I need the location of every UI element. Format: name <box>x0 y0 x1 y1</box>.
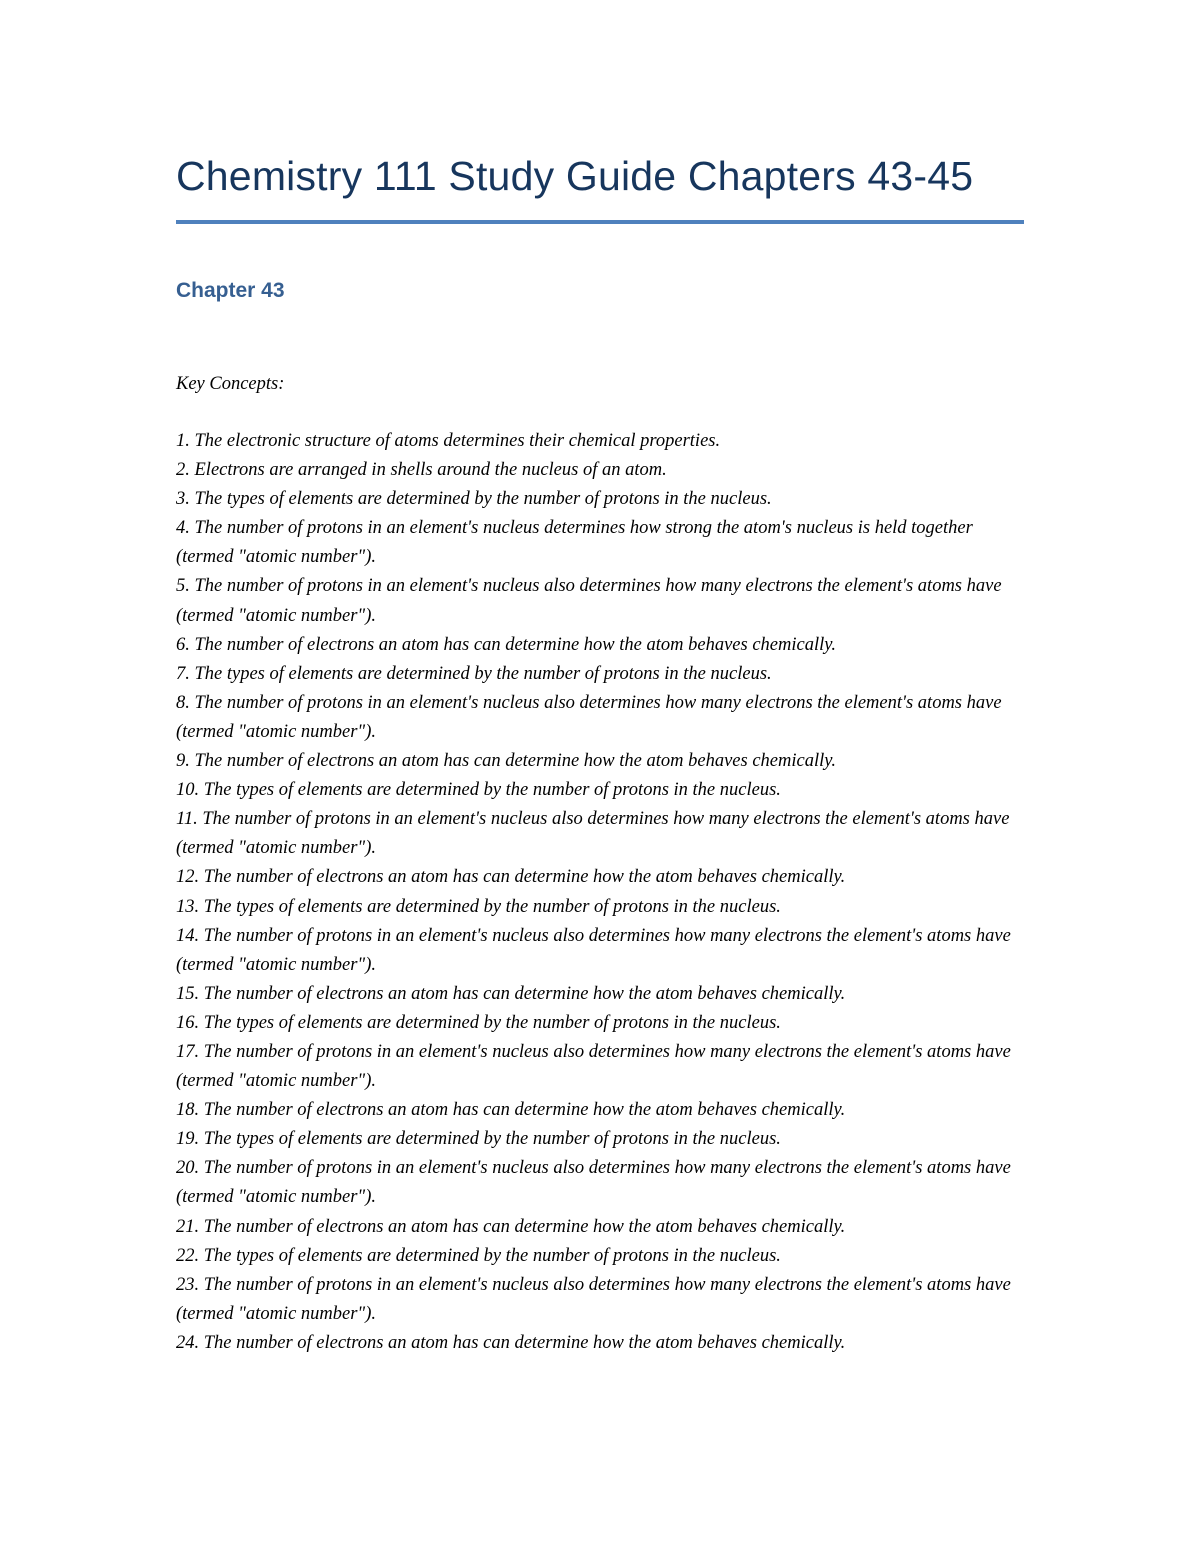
concept-item: 3. The types of elements are determined by the number of protons in the nucleus. <box>176 489 772 510</box>
concept-item: 14. The number of protons in an element's nucleus also determines how many electrons the element's atoms have (termed "atomic number"). <box>176 925 1011 975</box>
key-concepts-list <box>176 427 1024 1358</box>
concept-item: 4. The number of protons in an element's nucleus determines how strong the atom's nucleus is held together (termed "atomic number"). <box>176 518 973 568</box>
concept-item: 12. The number of electrons an atom has can determine how the atom behaves chemically. <box>176 867 846 888</box>
page-content <box>176 148 1024 1358</box>
concept-item: 19. The types of elements are determined by the number of protons in the nucleus. <box>176 1129 781 1150</box>
concept-item: 20. The number of protons in an element's nucleus also determines how many electrons the element's atoms have (termed "atomic number"). <box>176 1158 1011 1208</box>
concept-item: 1. The electronic structure of atoms determines their chemical properties. <box>176 431 721 451</box>
concept-item: 13. The types of elements are determined by the number of protons in the nucleus. <box>176 896 781 917</box>
concept-item: 6. The number of electrons an atom has can determine how the atom behaves chemically. <box>176 634 837 655</box>
concept-item: 8. The number of protons in an element's nucleus also determines how many electrons the element's atoms have (termed "atomic number"). <box>176 692 1002 742</box>
concept-item: 15. The number of electrons an atom has can determine how the atom behaves chemically. <box>176 983 846 1004</box>
concept-item: 21. The number of electrons an atom has can determine how the atom behaves chemically. <box>176 1216 846 1237</box>
concept-item: 7. The types of elements are determined by the number of protons in the nucleus. <box>176 663 772 684</box>
concept-item: 22. The types of elements are determined by the number of protons in the nucleus. <box>176 1245 781 1266</box>
concept-item: 5. The number of protons in an element's nucleus also determines how many electrons the element's atoms have (termed "atomic number"). <box>176 576 1002 626</box>
concept-item: 9. The number of electrons an atom has can determine how the atom behaves chemically. <box>176 751 837 772</box>
concept-item: 23. The number of protons in an element's nucleus also determines how many electrons the element's atoms have (termed "atomic number"). <box>176 1274 1011 1324</box>
concept-item: 11. The number of protons in an element's nucleus also determines how many electrons the element's atoms have (termed "atomic number"). <box>176 809 1010 859</box>
chapter-heading: Chapter 43 <box>176 279 285 302</box>
concept-item: 24. The number of electrons an atom has can determine how the atom behaves chemically. <box>176 1332 846 1353</box>
concept-item: 16. The types of elements are determined by the number of protons in the nucleus. <box>176 1012 781 1033</box>
concept-item: 17. The number of protons in an element's nucleus also determines how many electrons the element's atoms have (termed "atomic number"). <box>176 1041 1011 1092</box>
concept-item: 2. Electrons are arranged in shells around the nucleus of an atom. <box>176 460 667 481</box>
concept-item: 18. The number of electrons an atom has can determine how the atom behaves chemically. <box>176 1100 846 1121</box>
title-underline-rule <box>176 220 1024 224</box>
key-concepts-label: Key Concepts: <box>176 374 285 394</box>
concept-item: 10. The types of elements are determined by the number of protons in the nucleus. <box>176 780 781 801</box>
document-title: Chemistry 111 Study Guide Chapters 43-45 <box>176 153 974 199</box>
